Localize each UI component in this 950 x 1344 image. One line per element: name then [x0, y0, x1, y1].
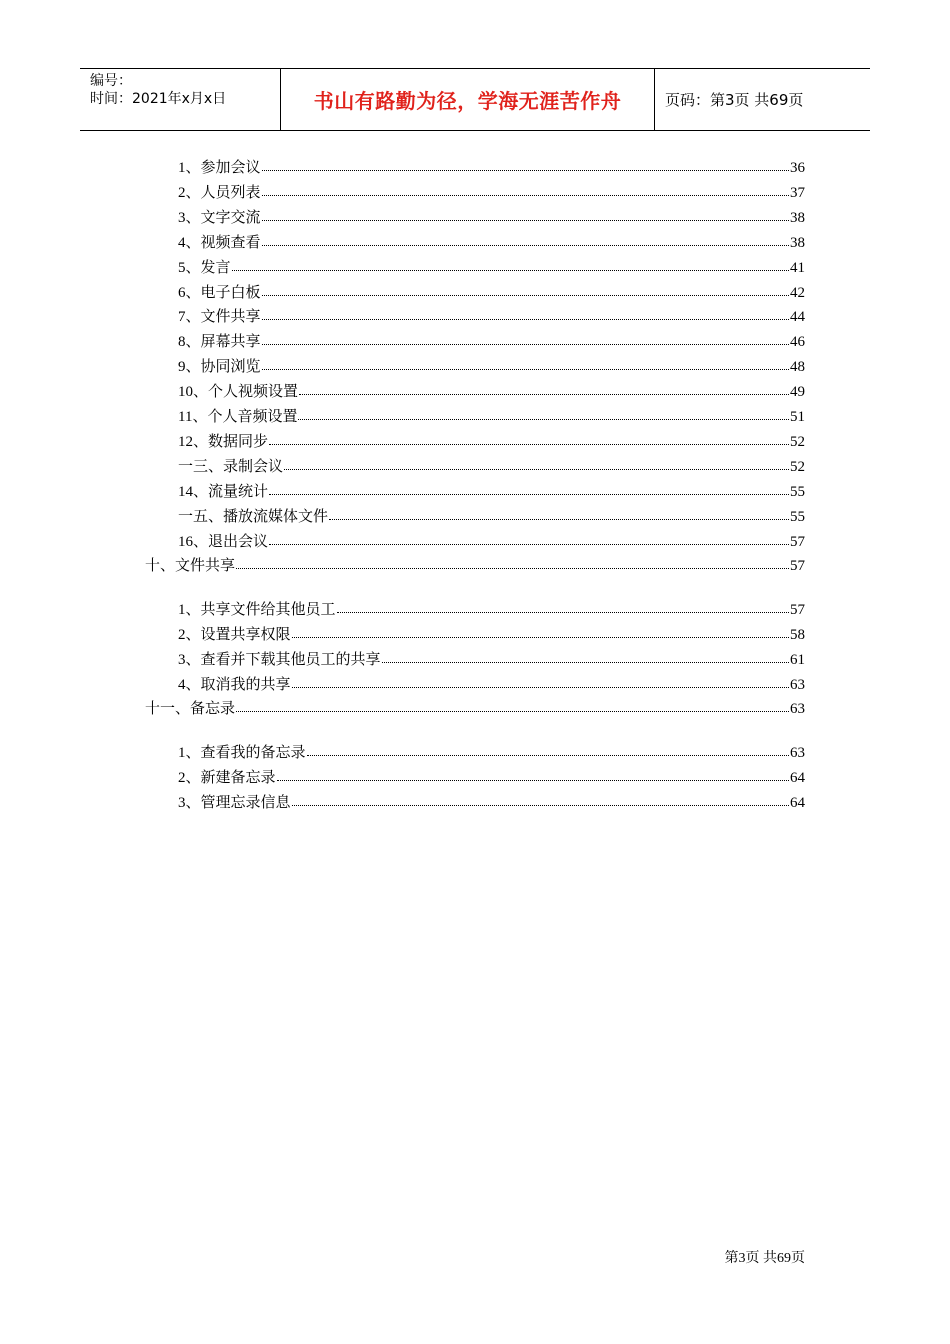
toc-entry-label: 12、数据同步	[178, 434, 269, 450]
toc-entry-page: 41	[790, 260, 805, 276]
toc-leader	[269, 480, 789, 495]
toc-entry[interactable]	[178, 182, 805, 202]
toc-leader	[262, 181, 789, 196]
toc-entry[interactable]	[145, 698, 805, 718]
toc-leader	[262, 156, 789, 171]
toc-leader	[262, 206, 789, 221]
toc-entry[interactable]	[178, 481, 805, 501]
toc-entry-page: 52	[790, 434, 805, 450]
toc-entry[interactable]	[178, 506, 805, 526]
toc-leader	[284, 455, 789, 470]
toc-leader	[232, 256, 789, 271]
toc-entry-label: 8、屏幕共享	[178, 334, 261, 350]
toc-entry[interactable]	[178, 331, 805, 351]
toc-entry-page: 37	[790, 185, 805, 201]
toc-leader	[382, 648, 789, 663]
toc-entry-page: 58	[790, 627, 805, 643]
toc-entry-page: 61	[790, 652, 805, 668]
toc-entry[interactable]	[178, 232, 805, 252]
toc-entry[interactable]	[178, 406, 805, 426]
toc-entry-page: 44	[790, 309, 805, 325]
header-meta	[80, 69, 281, 130]
toc-entry-label: 11、个人音频设置	[178, 409, 298, 425]
header-motto: 书山有路勤为径，学海无涯苦作舟	[281, 69, 655, 130]
toc-entry-page: 55	[790, 484, 805, 500]
toc-entry-label: 十、文件共享	[145, 558, 236, 574]
toc-entry-label: 4、视频查看	[178, 235, 261, 251]
toc-entry-page: 36	[790, 160, 805, 176]
toc-entry-label: 1、参加会议	[178, 160, 261, 176]
toc-entry-page: 64	[790, 770, 805, 786]
toc-entry-page: 63	[790, 701, 805, 717]
toc-leader	[262, 281, 789, 296]
toc-entry-page: 57	[790, 534, 805, 550]
toc-entry-label: 一五、播放流媒体文件	[178, 509, 329, 525]
toc-leader	[262, 305, 789, 320]
toc-entry-page: 38	[790, 235, 805, 251]
toc-entry-label: 7、文件共享	[178, 309, 261, 325]
toc-entry[interactable]	[178, 624, 805, 644]
toc-entry-page: 49	[790, 384, 805, 400]
toc-entry[interactable]	[178, 431, 805, 451]
toc-entry[interactable]	[145, 555, 805, 575]
toc-entry-page: 42	[790, 285, 805, 301]
toc-entry-label: 2、人员列表	[178, 185, 261, 201]
toc-entry[interactable]	[178, 767, 805, 787]
toc-leader	[269, 530, 789, 545]
toc-entry-page: 57	[790, 558, 805, 574]
toc-leader	[262, 355, 789, 370]
toc-entry[interactable]	[178, 649, 805, 669]
toc-leader	[262, 330, 789, 345]
page-header	[80, 68, 870, 131]
toc-leader	[236, 554, 789, 569]
toc-leader	[262, 231, 789, 246]
toc-entry-label: 5、发言	[178, 260, 231, 276]
toc-leader	[292, 623, 789, 638]
toc-entry-page: 57	[790, 602, 805, 618]
toc-leader	[299, 380, 789, 395]
toc-entry[interactable]	[178, 257, 805, 277]
toc-entry-label: 2、新建备忘录	[178, 770, 276, 786]
date-label: 时间：2021年x月x日	[90, 91, 227, 107]
toc-entry[interactable]	[178, 306, 805, 326]
header-page-info: 页码：第3页 共69页	[665, 91, 804, 109]
toc-entry-page: 38	[790, 210, 805, 226]
toc-entry[interactable]	[178, 356, 805, 376]
toc-leader	[337, 598, 789, 613]
toc-entry-label: 14、流量统计	[178, 484, 269, 500]
toc-entry[interactable]	[178, 381, 805, 401]
toc-entry-label: 3、管理忘录信息	[178, 795, 291, 811]
number-label: 编号：	[90, 73, 132, 89]
toc-entry-page: 52	[790, 459, 805, 475]
toc-entry-label: 4、取消我的共享	[178, 677, 291, 693]
toc-entry[interactable]	[178, 531, 805, 551]
toc-leader	[307, 741, 789, 756]
toc-entry-label: 6、电子白板	[178, 285, 261, 301]
toc-entry-label: 16、退出会议	[178, 534, 269, 550]
toc-entry[interactable]	[178, 742, 805, 762]
toc-entry[interactable]	[178, 792, 805, 812]
toc-leader	[269, 430, 789, 445]
toc-entry-page: 64	[790, 795, 805, 811]
toc-entry-label: 3、查看并下载其他员工的共享	[178, 652, 381, 668]
toc-leader	[329, 505, 789, 520]
toc-entry-page: 55	[790, 509, 805, 525]
toc-entry[interactable]	[178, 674, 805, 694]
toc-entry-label: 十一、备忘录	[145, 701, 236, 717]
toc-leader	[277, 766, 789, 781]
toc-entry-page: 48	[790, 359, 805, 375]
toc-entry-label: 10、个人视频设置	[178, 384, 299, 400]
toc-entry-label: 3、文字交流	[178, 210, 261, 226]
toc-leader	[298, 405, 789, 420]
toc-entry-label: 1、查看我的备忘录	[178, 745, 306, 761]
toc-entry-label: 2、设置共享权限	[178, 627, 291, 643]
toc-entry[interactable]	[178, 599, 805, 619]
toc-entry-page: 63	[790, 677, 805, 693]
toc-leader	[236, 697, 789, 712]
toc-leader	[292, 791, 789, 806]
toc-entry-page: 46	[790, 334, 805, 350]
toc-leader	[292, 673, 789, 688]
toc-entry[interactable]	[178, 282, 805, 302]
toc-entry-label: 9、协同浏览	[178, 359, 261, 375]
page-footer: 第3页 共69页	[724, 1251, 805, 1266]
toc-entry-label: 1、共享文件给其他员工	[178, 602, 336, 618]
toc-entry-page: 63	[790, 745, 805, 761]
toc-entry-label: 一三、录制会议	[178, 459, 284, 475]
toc-entry[interactable]	[178, 207, 805, 227]
toc-entry[interactable]	[178, 456, 805, 476]
toc-entry-page: 51	[790, 409, 805, 425]
toc-entry[interactable]	[178, 157, 805, 177]
